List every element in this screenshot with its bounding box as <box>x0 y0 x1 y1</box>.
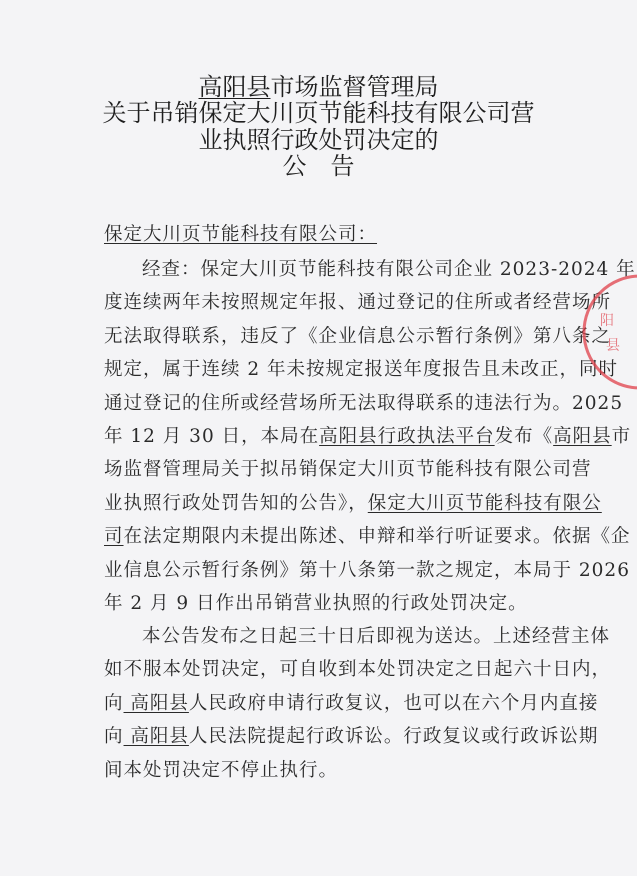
text-segment: 人民政府申请行政复议，也可以在六个月内直接 <box>188 692 599 714</box>
title-line-1 <box>0 73 637 101</box>
title-line-3: 业执照行政处罚决定的 <box>198 126 439 154</box>
text-segment: 如不服本处罚决定，可自收到本处罚决定之日起六十日内， <box>104 659 612 681</box>
body-line <box>104 725 599 749</box>
underlined-text: 高阳县 <box>123 726 189 748</box>
body-line <box>104 525 631 549</box>
body-line <box>142 625 611 649</box>
text-segment: 向 <box>104 726 124 748</box>
title-line-4: 公 告 <box>282 152 355 180</box>
text-segment: 业信息公示暂行条例》第十八条第一款之规定，本局于 2026 <box>104 559 630 581</box>
official-seal-stamp <box>578 270 637 410</box>
body-line <box>104 458 592 482</box>
body-line <box>104 392 624 416</box>
body-line <box>104 325 612 349</box>
text-segment: 间本处罚决定不停止执行。 <box>104 759 339 781</box>
text-segment: 经查：保定大川页节能科技有限公司企业 2023-2024 年 <box>142 259 636 280</box>
body-line <box>104 592 538 616</box>
title-county: 高阳县 <box>198 73 271 101</box>
text-segment: 规定，属于连续 2 年未按规定报送年度报告且未改正，同时 <box>104 359 619 381</box>
body-line <box>104 291 612 315</box>
text-segment: 本公告发布之日起三十日后即视为送达。上述经营主体 <box>142 626 611 647</box>
addressee-text: 保定大川页节能科技有限公司： <box>104 224 378 245</box>
text-segment: 人民法院提起行政诉讼。行政复议或行政诉讼期 <box>188 726 599 748</box>
svg-text:阳: 阳 <box>600 313 614 329</box>
text-segment: 在法定期限内未提出陈述、申辩和举行听证要求。依据《企 <box>123 526 631 548</box>
title-agency: 市场监督管理局 <box>270 73 439 101</box>
underlined-text: 高阳县 <box>553 426 612 447</box>
text-segment: 年 12 月 30 日，本局在 <box>104 426 320 447</box>
text-segment: 无法取得联系，违反了《企业信息公示暂行条例》第八条之 <box>104 325 612 347</box>
text-segment: 向 <box>104 692 124 714</box>
svg-text:县: 县 <box>606 338 620 354</box>
body-line <box>104 358 619 382</box>
underlined-text: 高阳县行政执法平台 <box>319 426 495 447</box>
underlined-text: 保定大川页节能科技有限公 <box>367 492 602 514</box>
addressee <box>104 223 538 247</box>
body-line <box>104 425 632 449</box>
underlined-text: 高阳县 <box>123 692 189 714</box>
body-line <box>142 258 636 282</box>
body-line <box>104 692 599 716</box>
text-segment: 年 2 月 9 日作出吊销营业执照的行政处罚决定。 <box>104 593 528 614</box>
underlined-text: 司 <box>104 526 124 548</box>
text-segment: 市 <box>611 426 632 447</box>
body-line <box>104 492 602 516</box>
text-segment: 业执照行政处罚告知的公告》， <box>104 492 368 514</box>
text-segment: 场监督管理局关于拟吊销保定大川页节能科技有限公司营 <box>104 459 592 481</box>
body-line <box>104 559 630 583</box>
text-segment: 通过登记的住所或经营场所无法取得联系的违法行为。2025 <box>104 392 624 414</box>
title-line-2: 关于吊销保定大川页节能科技有限公司营 <box>102 99 535 127</box>
text-segment: 发布《 <box>494 426 554 447</box>
body-line <box>104 759 538 783</box>
text-segment: 度连续两年未按照规定年报、通过登记的住所或者经营场所 <box>104 292 612 314</box>
body-line <box>104 658 612 682</box>
